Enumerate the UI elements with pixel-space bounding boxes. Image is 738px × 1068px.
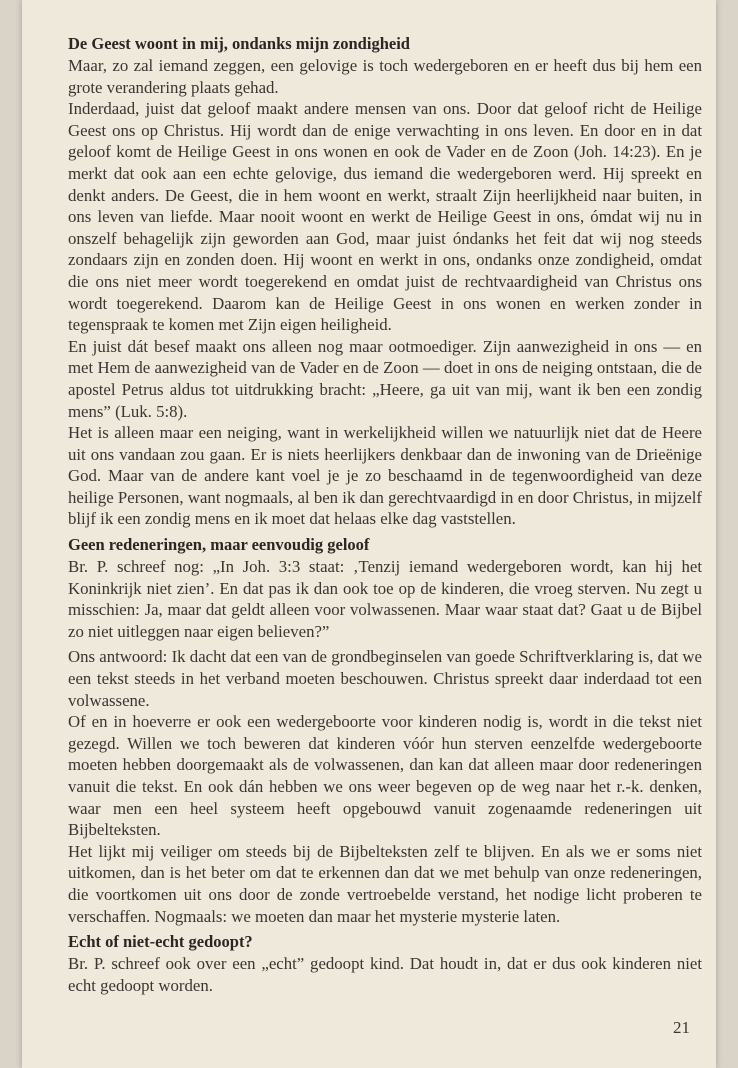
paragraph: En juist dát besef maakt ons alleen nog maar ootmoediger. Zijn aanwezigheid in ons — en met Hem de aanwezigheid van de Vader en de Zoon — doet in ons de neiging ontstaan, die de apostel Petrus aldus tot uitdrukking bracht: „Heere, ga uit van mij, want ik ben een zondig mens” (Luk. 5:8). xyxy=(68,336,702,421)
section-heading: Geen redeneringen, maar eenvoudig geloof xyxy=(68,535,370,555)
section-heading: De Geest woont in mij, ondanks mijn zondigheid xyxy=(68,34,410,53)
section-heading: Echt of niet-echt gedoopt? xyxy=(68,932,253,952)
paragraph: Inderdaad, juist dat geloof maakt andere mensen van ons. Door dat geloof richt de Heilige Geest ons op Christus. Hij wordt dan de enige verwachting in ons leven. En door en in dat geloof komt de Heilige Geest in ons wonen en ook de Vader en de Zoon (Joh. 14:23). En je merkt dat ook aan een echte gelovige, dus iemand die wedergeboren werd. Hij spreekt en denkt anders. De Geest, die in hem woont en werkt, straalt Zijn heerlijkheid naar buiten, in ons leven van liefde. Maar nooit woont en werkt de Heilige Geest in ons, ómdat wij nu in onszelf behagelijk zijn geworden aan God, maar juist óndanks het feit dat wij nog steeds zondaars zijn en zonden doen. Hij woont en werkt in ons, ondanks onze zondigheid, omdat die ons niet meer wordt toegerekend en omdat juist de rechtvaardigheid van Christus ons wordt toegerekend. Daarom kan de Heilige Geest in ons wonen en werken zonder in tegenspraak te komen met Zijn eigen heiligheid. xyxy=(68,99,702,335)
page-sheet xyxy=(22,0,716,1068)
paragraph: Br. P. schreef nog: „In Joh. 3:3 staat: ‚Tenzij iemand wedergeboren wordt, kan hij het Koninkrijk niet zien’. En dat pas ik dan ook toe op de kinderen, die vroeg sterven. Nu zegt u misschien: Ja, maar dat geldt alleen voor volwassenen. Maar waar staat dat? Gaat u de Bijbel zo niet uitleggen naar eigen believen?” xyxy=(68,557,702,641)
paragraph: Ons antwoord: Ik dacht dat een van de grondbeginselen van goede Schriftverklaring is, dat we een tekst steeds in het verband moeten beschouwen. Christus spreekt daar inderdaad tot een volwassene. xyxy=(68,647,702,710)
paragraph: Br. P. schreef ook over een „echt” gedoopt kind. Dat houdt in, dat er dus ook kinderen niet echt gedoopt worden. xyxy=(68,954,702,995)
article-body xyxy=(68,33,702,996)
paragraph: Maar, zo zal iemand zeggen, een gelovige is toch wedergeboren en er heeft dus bij hem een grote verandering plaats gehad. xyxy=(68,56,702,97)
paragraph: Of en in hoeverre er ook een wedergeboorte voor kinderen nodig is, wordt in die tekst niet gezegd. Willen we toch beweren dat kinderen vóór hun sterven eenzelfde wedergeboorte moeten hebben doorgemaakt als de volwassenen, dan kan dat alleen maar door redeneringen vanuit die tekst. En ook dán hebben we ons weer begeven op de weg naar het r.-k. denken, waar men een heel systeem heeft opgebouwd vanuit zogenaamde redeneringen uit Bijbelteksten. xyxy=(68,712,702,840)
page-number: 21 xyxy=(673,1018,690,1037)
paragraph: Het lijkt mij veiliger om steeds bij de Bijbelteksten zelf te blijven. En als we er soms niet uitkomen, dan is het beter om dat te erkennen dan dat we met behulp van onze redeneringen, die voortkomen uit ons door de zonde vertroebelde verstand, het nodige licht proberen te verschaffen. Nogmaals: we moeten dan maar het mysterie mysterie laten. xyxy=(68,841,702,926)
paragraph: Het is alleen maar een neiging, want in werkelijkheid willen we natuurlijk niet dat de Heere uit ons vandaan zou gaan. Er is niets heerlijkers denkbaar dan de inwoning van de Drieënige God. Maar van de andere kant voel je je zo beschaamd in de tegenwoordigheid van deze heilige Personen, want nogmaals, al ben ik dan gerechtvaardigd in en door Christus, in mijzelf blijf ik een zondig mens en ik moet dat helaas elke dag vaststellen. xyxy=(68,423,702,529)
